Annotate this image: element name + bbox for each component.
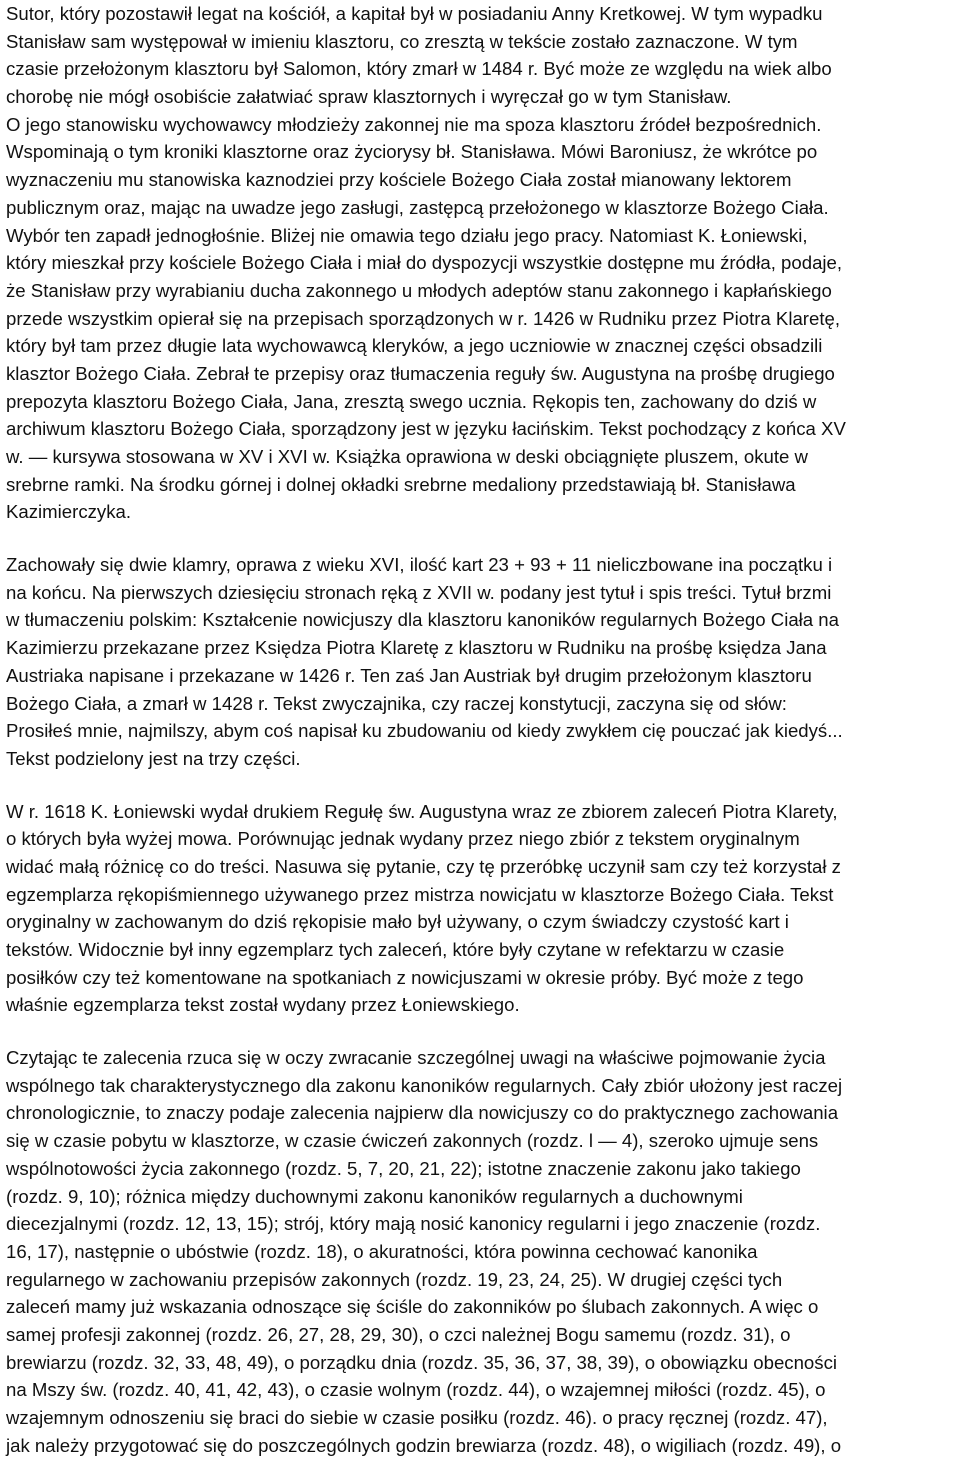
text-line: zaleceń mamy już wskazania odnoszące się ściśle do zakonników po ślubach zakonnych. A więc o [6, 1296, 819, 1318]
text-line: Kazimierczyka. [6, 501, 132, 523]
paragraph-4 [6, 1044, 956, 1459]
text-line: Zachowały się dwie klamry, oprawa z wieku XVI, ilość kart 23 + 93 + 11 nieliczbowane ina początku i [6, 554, 833, 576]
text-line: archiwum klasztoru Bożego Ciała, sporządzony jest w języku łacińskim. Tekst pochodzący z końca XV [6, 418, 846, 440]
text-line: oryginalny w zachowanym do dziś rękopisie mało był używany, o czym świadczy czystość kart i [6, 911, 789, 933]
text-line: że Stanisław przy wyrabianiu ducha zakonnego u młodych adeptów stanu zakonnego i kapłańskiego [6, 279, 832, 301]
document-page [6, 0, 956, 1459]
text-line: Stanisław sam występował w imieniu klasztoru, co zresztą w tekście zostało zaznaczone. W tym [6, 30, 798, 52]
text-line: który mieszkał przy kościele Bożego Ciała i miał do dyspozycji wszystkie dostępne mu źródła, podaje, [6, 252, 843, 274]
text-line: tekstów. Widocznie był inny egzemplarz tych zaleceń, które były czytane w refektarzu w czasie [6, 939, 785, 960]
text-line: właśnie egzemplarza tekst został wydany przez Łoniewskiego. [6, 994, 520, 1016]
text-line: samej profesji zakonnej (rozdz. 26, 27, 28, 29, 30), o czci należnej Bogu samemu (rozdz. 31), o [6, 1323, 791, 1345]
text-line: Wybór ten zapadł jednogłośnie. Bliżej nie omawia tego działu jego pracy. Natomiast K. Łoniewski, [6, 224, 808, 246]
text-line: Bożego Ciała, a zmarł w 1428 r. Tekst zwyczajnika, czy raczej konstytucji, zaczyna się od słów: [6, 692, 787, 714]
paragraph-2 [6, 551, 956, 773]
text-line: wspólnego tak charakterystycznego dla zakonu kanoników regularnych. Cały zbiór ułożony jest raczej [6, 1074, 843, 1096]
text-line: wyznaczeniu mu stanowiska kaznodziei przy kościele Bożego Ciała został mianowany lektorem [6, 169, 792, 191]
paragraph-3 [6, 798, 956, 1020]
text-line: diecezjalnymi (rozdz. 12, 13, 15); strój, który mają nosić kanonicy regularni i jego znaczenie (rozdz. [6, 1213, 821, 1235]
text-line: publicznym oraz, mając na uwadze jego zasługi, zastępcą przełożonego w klasztorze Bożego Ciała. [6, 196, 829, 218]
text-line: wzajemnym odnoszeniu się braci do siebie w czasie posiłku (rozdz. 46). o pracy ręcznej (rozdz. 47), [6, 1407, 828, 1428]
text-line: Czytając te zalecenia rzuca się w oczy zwracanie szczególnej uwagi na właściwe pojmowanie życia [6, 1047, 826, 1069]
text-line: Wspominają o tym kroniki klasztorne oraz życiorysy bł. Stanisława. Mówi Baroniusz, że wkrótce po [6, 141, 818, 163]
text-line: posiłków czy też komentowane na spotkaniach z nowicjuszami w okresie próby. Być może z tego [6, 966, 804, 988]
text-line: Sutor, który pozostawił legat na kościół, a kapitał był w posiadaniu Anny Kretkowej. W tym wypadku [6, 3, 823, 24]
text-line: Tekst podzielony jest na trzy części. [6, 747, 301, 769]
text-line: egzemplarza rękopiśmiennego używanego przez mistrza nowicjatu w klasztorze Bożego Ciała. Tekst [6, 883, 834, 905]
text-line: Kazimierzu przekazane przez Księdza Piotra Klaretę z klasztoru w Rudniku na prośbę księdza Jana [6, 637, 827, 659]
text-line: na końcu. Na pierwszych dziesięciu stronach ręką z XVII w. podany jest tytuł i spis treści. Tytuł brzmi [6, 581, 832, 603]
text-line: czasie przełożonym klasztoru był Salomon, który zmarł w 1484 r. Być może ze względu na wiek albo [6, 58, 832, 80]
text-line: (rozdz. 9, 10); różnica między duchownymi zakonu kanoników regularnych a duchownymi [6, 1185, 743, 1207]
text-line: chorobę nie mógł osobiście załatwiać spraw klasztornych i wyręczał go w tym Stanisław. [6, 86, 732, 108]
text-line: srebrne ramki. Na środku górnej i dolnej okładki srebrne medaliony przedstawiają bł. Stanisława [6, 473, 796, 495]
text-line: prepozyta klasztoru Bożego Ciała, Jana, zresztą swego ucznia. Rękopis ten, zachowany do dziś w [6, 390, 817, 412]
text-line: regularnego w zachowaniu przepisów zakonnych (rozdz. 19, 23, 24, 25). W drugiej części tych [6, 1268, 783, 1290]
text-line: Austriaka napisane i przekazane w 1426 r. Ten zaś Jan Austriak był drugim przełożonym klasztoru [6, 664, 812, 686]
text-line: Prosiłeś mnie, najmilszy, abym coś napisał ku zbudowaniu od kiedy zwykłem cię pouczać jak kiedyś... [6, 720, 843, 742]
text-line: widać małą różnicę co do treści. Nasuwa się pytanie, czy tę przeróbkę uczynił sam czy też korzystał z [6, 855, 841, 877]
text-line: wspólnotowości życia zakonnego (rozdz. 5, 7, 20, 21, 22); istotne znaczenie zakonu jako takiego [6, 1157, 801, 1179]
text-line: który był tam przez długie lata wychowawcą kleryków, a jego uczniowie w znacznej części obsadzili [6, 335, 823, 357]
text-line: na Mszy św. (rozdz. 40, 41, 42, 43), o czasie wolnym (rozdz. 44), o wzajemnej miłości (rozdz. 45), o [6, 1379, 826, 1401]
text-line: w. — kursywa stosowana w XV i XVI w. Książka oprawiona w deski obciągnięte pluszem, okute w [6, 446, 808, 467]
text-line: przede wszystkim opierał się na przepisach sporządzonych w r. 1426 w Rudniku przez Piotra Klaretę, [6, 307, 841, 329]
text-line: w tłumaczeniu polskim: Kształcenie nowicjuszy dla klasztoru kanoników regularnych Bożego Ciała na [6, 609, 839, 631]
text-line: O jego stanowisku wychowawcy młodzieży zakonnej nie ma spoza klasztoru źródeł bezpośrednich. [6, 113, 822, 135]
text-line: brewiarzu (rozdz. 32, 33, 48, 49), o porządku dnia (rozdz. 35, 36, 37, 38, 39), o obowiązku obecności [6, 1351, 837, 1373]
text-line: 16, 17), następnie o ubóstwie (rozdz. 18), o akuratności, która powinna cechować kanonika [6, 1240, 758, 1262]
paragraph-1 [6, 0, 956, 526]
text-line: się w czasie pobytu w klasztorze, w czasie ćwiczeń zakonnych (rozdz. l — 4), szeroko ujmuje sens [6, 1130, 819, 1152]
text-line: klasztor Bożego Ciała. Zebrał te przepisy oraz tłumaczenia reguły św. Augustyna na prośbę drugiego [6, 362, 835, 384]
text-line: jak należy przygotować się do poszczególnych godzin brewiarza (rozdz. 48), o wigiliach (rozdz. 49), o [6, 1434, 842, 1456]
text-line: o których była wyżej mowa. Porównując jednak wydany przez niego zbiór z tekstem oryginalnym [6, 828, 800, 850]
text-line: chronologicznie, to znaczy podaje zalecenia najpierw dla nowicjuszy co do praktycznego zachowania [6, 1102, 839, 1124]
text-line: W r. 1618 K. Łoniewski wydał drukiem Regułę św. Augustyna wraz ze zbiorem zaleceń Piotra Klarety, [6, 800, 838, 822]
